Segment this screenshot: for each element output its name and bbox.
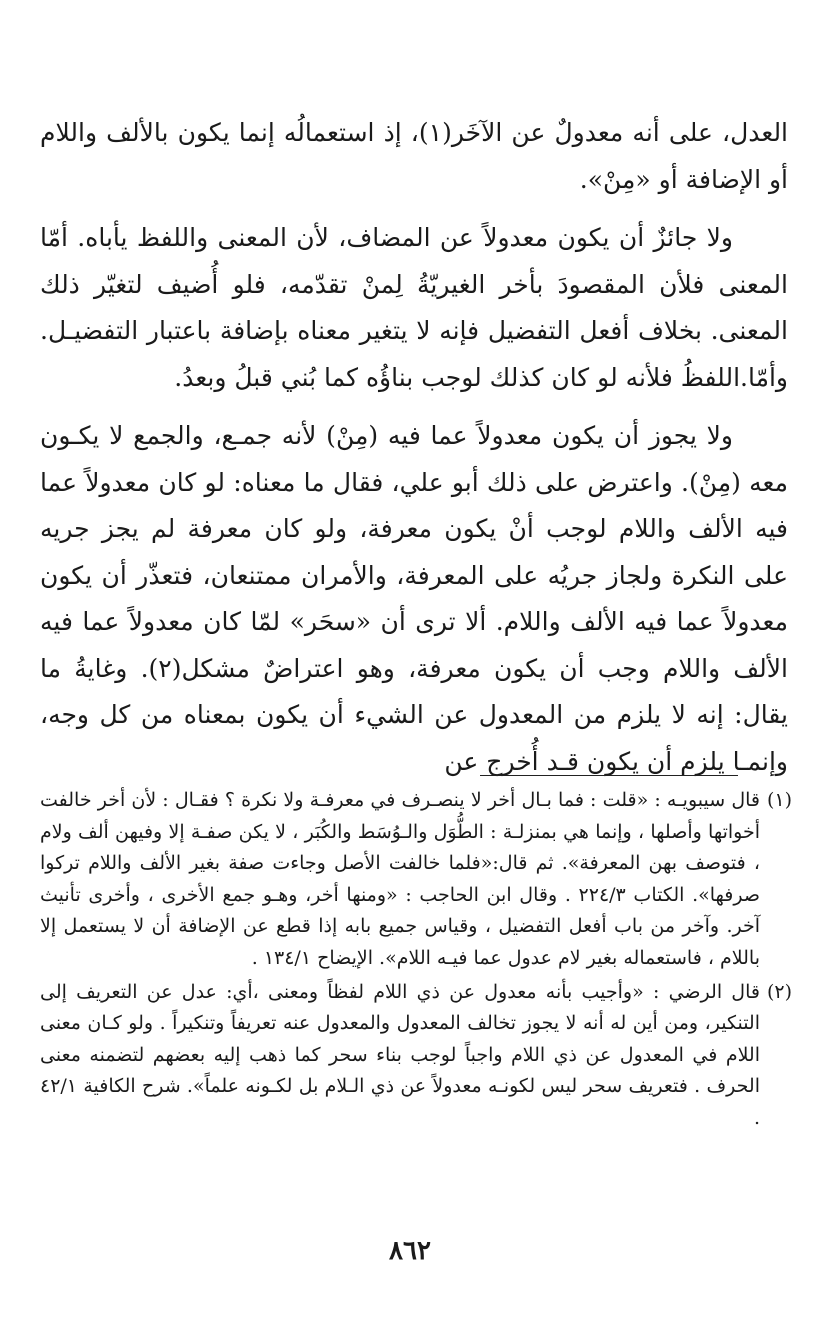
footnote-1: [40, 785, 792, 975]
paragraph-3: ولا يجوز أن يكون معدولاً عما فيه (مِنْ) لأنه جمـع، والجمع لا يكـون معه (مِنْ). واعترض على ذلك أبو علي، فقال ما معناه: لو كان معدولاً عما فيه الألف واللام لوجب أنْ يكون معرفة، ولو كان معرفة لم يجز جريه على النكرة ولجاز جريُه على المعرفة، والأمران ممتنعان، فتعذّر أن يكون معدولاً عما فيه الألف واللام. ألا ترى أن «سحَر» لمّا كان معدولاً عما فيه الألف واللام وجب أن يكون معرفة، وهو اعتراضٌ مشكل(٢). وغايةُ ما يقال: إنه لا يلزم من المعدول عن الشيء أن يكون بمعناه من كل وجه، وإنمـا يلزم أن يكون قـد أُخرج عن: [40, 421, 789, 776]
footnotes: [40, 785, 792, 1135]
footnote-2: [40, 977, 792, 1135]
footnote-number: (٢): [766, 980, 792, 1003]
footnote-text: قال سيبويـه : «قلت : فما بـال أخر لا ينصـرف في معرفـة ولا نكرة ؟ فقـال : لأن أخر خالفت أخواتها وأصلها ، وإنما هي بمنزلـة : الطُّوَل والـوُسَط والكُبَر ، لا يكن صفـة إلا وفيهن ألف ولام ، فتوصف بهن المعرفة». ثم قال:«فلما خالفت الأصل وجاءت صفة بغير الألف واللام تركوا صرفها». الكتاب ٢٢٤/٣ . وقال ابن الحاجب : «ومنها أخر، وهـو جمع الأخرى ، وأخرى تأنيث آخر. وآخر من باب أفعل التفضيل ، وقياس جميع بابه إذا قطع عن الإضافة أن لا يستعمل إلا باللام ، فاستعماله بغير لام عدول عما فيـه اللام». الإيضاح ١٣٤/١ .: [40, 789, 760, 969]
page-number: ٨٦٢: [389, 1236, 431, 1266]
footnote-number: (١): [766, 789, 792, 811]
paragraph-2: ولا جائزٌ أن يكون معدولاً عن المضاف، لأن المعنى واللفظ يأباه. أمّا المعنى فلأن المقصودَ بأخر الغيريّةُ لِمنْ تقدّمه، فلو أُضيف لتغيّر ذلك المعنى. بخلاف أفعل التفضيل فإنه لا يتغير معناه بإضافة باعتبار التفضيـل. وأمّا.اللفظُ فلأنه لو كان كذلك لوجب بناؤُه كما بُني قبلُ وبعدُ.: [40, 223, 788, 392]
footnote-separator: [480, 775, 738, 776]
footnote-text: قال الرضي : «وأجيب بأنه معدول عن ذي اللام لفظاً ومعنى ،أي: عدل عن التعريف إلى التنكير، ومن أين له أنه لا يجوز تخالف المعدول والمعدول عنه تعريفاً وتنكيراً . ولو كـان معنى اللام في المعدول عن ذي اللام واجباً لوجب بناء سحر كما ذهب إليه بعضهم لتضمنه معنى الحرف . فتعريف سحر ليس لكونـه معدولاً عن ذي الـلام بل لكـونه علماً». شرح الكافية ٤٢/١ .: [40, 980, 760, 1129]
paragraph-1: العدل، على أنه معدولٌ عن الآخَر(١)، إذ استعمالُه إنما يكون بالألف واللام أو الإضافة أو «مِنْ».: [40, 118, 789, 194]
main-text: [40, 110, 788, 785]
